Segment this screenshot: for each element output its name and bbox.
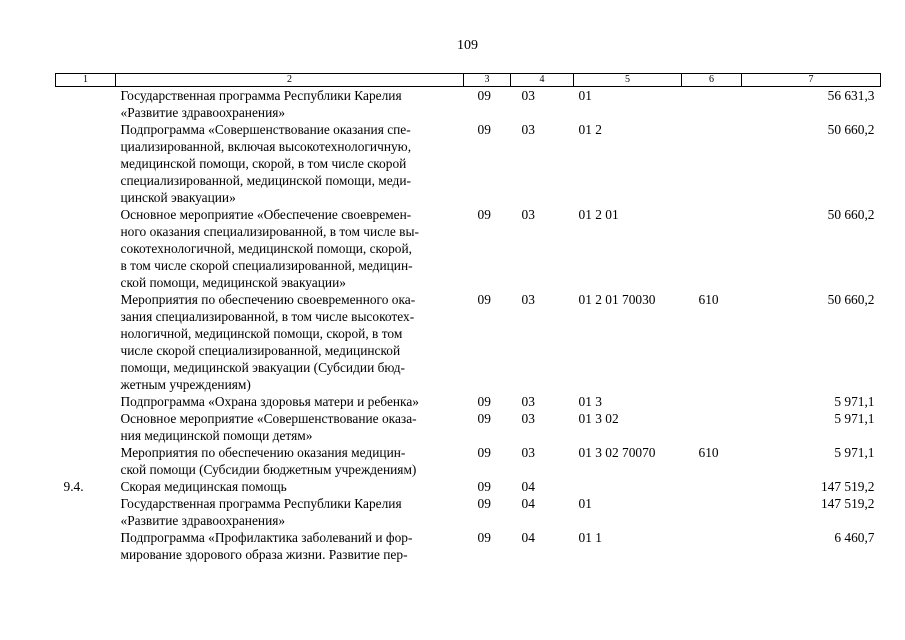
row-amount: 5 971,1 xyxy=(834,445,875,460)
description-line: Основное мероприятие «Совершенствование оказа- xyxy=(120,411,417,426)
description-line: жетным учреждениям) xyxy=(120,377,251,392)
row-expense-type xyxy=(682,410,742,444)
row-number xyxy=(56,291,116,393)
row-section: 09 xyxy=(477,207,491,222)
table-row xyxy=(56,444,881,478)
row-expense-type: 610 xyxy=(698,292,719,307)
row-subsection: 03 xyxy=(521,207,535,222)
description-line: Государственная программа Республики Карелия xyxy=(120,88,402,103)
row-description xyxy=(116,87,464,122)
row-amount: 6 460,7 xyxy=(834,530,875,545)
row-expense-type xyxy=(682,495,742,529)
description-line: Подпрограмма «Совершенствование оказания спе- xyxy=(120,122,411,137)
row-description xyxy=(116,206,464,291)
row-amount: 50 660,2 xyxy=(827,122,875,137)
description-line: ской помощи (Субсидии бюджетным учреждениям) xyxy=(120,462,417,477)
table-row xyxy=(56,121,881,206)
row-expense-type xyxy=(682,393,742,410)
description-line: ния медицинской помощи детям» xyxy=(120,428,313,443)
header-col-6: 6 xyxy=(682,74,742,87)
row-description xyxy=(116,291,464,393)
table-row xyxy=(56,87,881,122)
description-line: специализированной, медицинской помощи, меди- xyxy=(120,173,411,188)
row-number: 9.4. xyxy=(63,479,84,494)
row-amount: 56 631,3 xyxy=(827,88,875,103)
row-number xyxy=(56,410,116,444)
header-col-5: 5 xyxy=(574,74,682,87)
description-line: в том числе скорой специализированной, медицин- xyxy=(120,258,413,273)
row-subsection: 04 xyxy=(521,530,535,545)
row-description xyxy=(116,529,464,563)
row-target-article: 01 2 01 xyxy=(578,207,619,222)
description-line: Мероприятия по обеспечению оказания медицин- xyxy=(120,445,406,460)
row-section: 09 xyxy=(477,445,491,460)
table-row xyxy=(56,410,881,444)
table-header xyxy=(56,74,881,87)
row-amount: 147 519,2 xyxy=(820,496,875,511)
row-target-article: 01 xyxy=(578,88,592,103)
row-number xyxy=(56,393,116,410)
row-description xyxy=(116,121,464,206)
row-subsection: 04 xyxy=(521,479,535,494)
row-amount: 5 971,1 xyxy=(834,411,875,426)
header-col-7: 7 xyxy=(742,74,881,87)
row-target-article: 01 3 xyxy=(578,394,602,409)
header-row xyxy=(56,74,881,87)
row-target-article: 01 2 01 70030 xyxy=(578,292,656,307)
row-target-article xyxy=(574,478,682,495)
row-expense-type xyxy=(682,87,742,122)
description-line: медицинской помощи, скорой, в том числе скорой xyxy=(120,156,407,171)
row-description xyxy=(116,444,464,478)
description-line: зания специализированной, в том числе высокотех- xyxy=(120,309,415,324)
row-expense-type: 610 xyxy=(698,445,719,460)
header-col-1: 1 xyxy=(56,74,116,87)
row-description xyxy=(116,410,464,444)
row-target-article: 01 3 02 xyxy=(578,411,619,426)
row-target-article: 01 3 02 70070 xyxy=(578,445,656,460)
row-section: 09 xyxy=(477,292,491,307)
row-subsection: 03 xyxy=(521,394,535,409)
row-amount: 147 519,2 xyxy=(820,479,875,494)
description-line: мирование здорового образа жизни. Развитие пер- xyxy=(120,547,408,562)
row-number xyxy=(56,529,116,563)
header-col-2: 2 xyxy=(116,74,464,87)
description-line: Подпрограмма «Профилактика заболеваний и фор- xyxy=(120,530,413,545)
table-row xyxy=(56,478,881,495)
row-amount: 5 971,1 xyxy=(834,394,875,409)
row-subsection: 04 xyxy=(521,496,535,511)
row-section: 09 xyxy=(477,496,491,511)
row-section: 09 xyxy=(477,122,491,137)
row-description xyxy=(116,393,464,410)
row-section: 09 xyxy=(477,394,491,409)
description-line: помощи, медицинской эвакуации (Субсидии бюд- xyxy=(120,360,406,375)
row-subsection: 03 xyxy=(521,122,535,137)
description-line: Государственная программа Республики Карелия xyxy=(120,496,402,511)
description-line: нологичной, медицинской помощи, скорой, в том xyxy=(120,326,403,341)
header-col-3: 3 xyxy=(464,74,511,87)
description-line: Мероприятия по обеспечению своевременного ока- xyxy=(120,292,416,307)
description-line: Подпрограмма «Охрана здоровья матери и ребенка» xyxy=(120,394,419,409)
row-target-article: 01 1 xyxy=(578,530,602,545)
row-number xyxy=(56,87,116,122)
page-number: 109 xyxy=(457,38,478,53)
table-body xyxy=(56,87,881,564)
row-section: 09 xyxy=(477,88,491,103)
description-line: Основное мероприятие «Обеспечение своевремен- xyxy=(120,207,412,222)
row-section: 09 xyxy=(477,530,491,545)
row-section: 09 xyxy=(477,479,491,494)
budget-table xyxy=(55,73,881,563)
table-row xyxy=(56,529,881,563)
header-col-4: 4 xyxy=(511,74,574,87)
row-expense-type xyxy=(682,121,742,206)
row-amount: 50 660,2 xyxy=(827,292,875,307)
row-number xyxy=(56,206,116,291)
row-expense-type xyxy=(682,206,742,291)
row-target-article: 01 xyxy=(578,496,592,511)
table-row xyxy=(56,206,881,291)
row-expense-type xyxy=(682,529,742,563)
table-row xyxy=(56,291,881,393)
description-line: цинской эвакуации» xyxy=(120,190,236,205)
description-line: циализированной, включая высокотехнологичную, xyxy=(120,139,412,154)
row-number xyxy=(56,444,116,478)
row-subsection: 03 xyxy=(521,411,535,426)
row-target-article: 01 2 xyxy=(578,122,602,137)
description-line: «Развитие здравоохранения» xyxy=(120,105,286,120)
table-row xyxy=(56,495,881,529)
row-number xyxy=(56,121,116,206)
description-line: ской помощи, медицинской эвакуации» xyxy=(120,275,346,290)
row-description xyxy=(116,478,464,495)
description-line: сокотехнологичной, медицинской помощи, скорой, xyxy=(120,241,412,256)
row-subsection: 03 xyxy=(521,88,535,103)
row-subsection: 03 xyxy=(521,445,535,460)
row-number xyxy=(56,495,116,529)
description-line: ного оказания специализированной, в том числе вы- xyxy=(120,224,419,239)
description-line: «Развитие здравоохранения» xyxy=(120,513,286,528)
row-subsection: 03 xyxy=(521,292,535,307)
row-amount: 50 660,2 xyxy=(827,207,875,222)
row-expense-type xyxy=(682,478,742,495)
description-line: числе скорой специализированной, медицинской xyxy=(120,343,401,358)
row-section: 09 xyxy=(477,411,491,426)
table-row xyxy=(56,393,881,410)
description-line: Скорая медицинская помощь xyxy=(120,479,287,494)
row-description xyxy=(116,495,464,529)
